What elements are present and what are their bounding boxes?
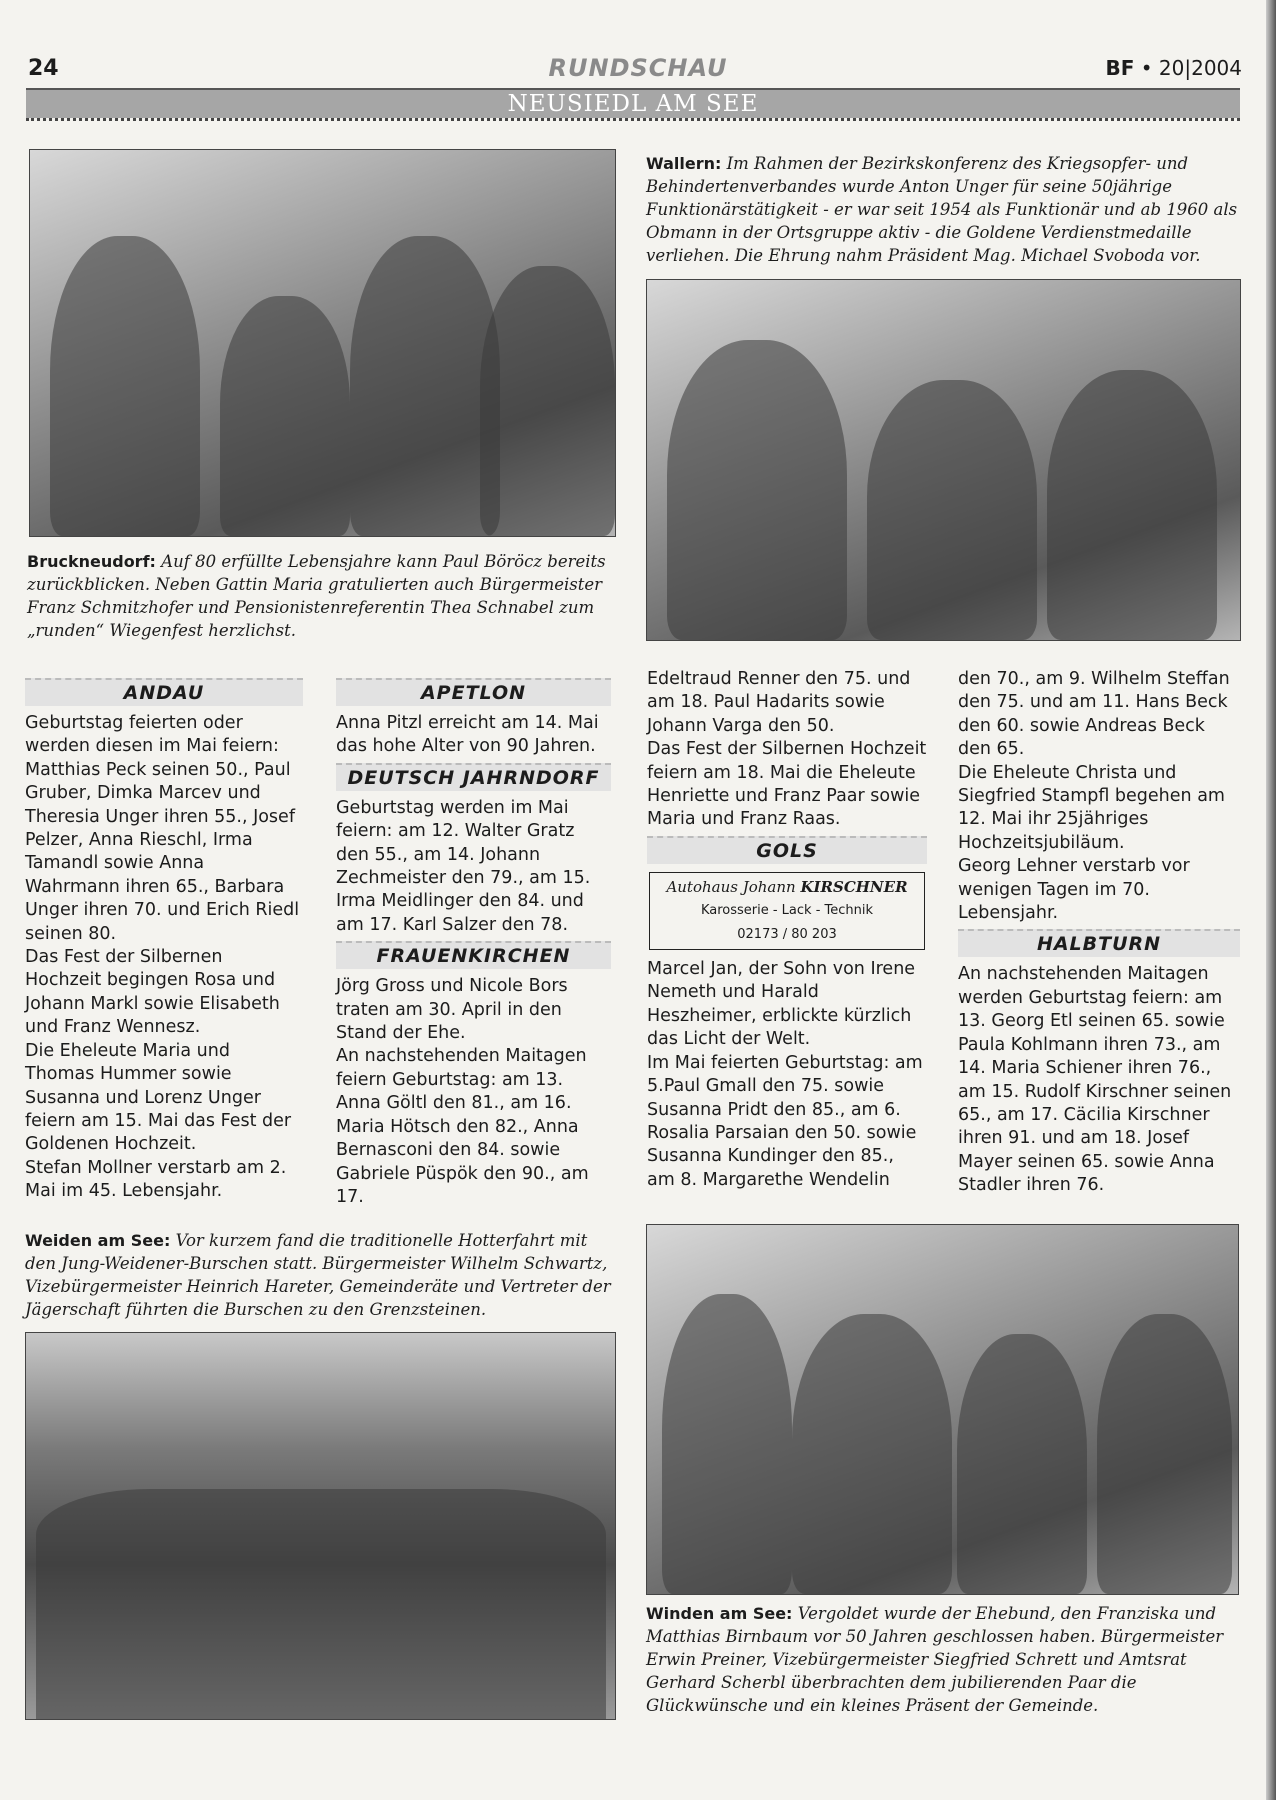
frauenkirchen-continued: den 70., am 9. Wilhelm Steffan den 75. und am 11. Hans Beck den 60. sowie Andreas Beck den 65. — [958, 669, 1230, 760]
frauenkirchen-continued: Die Eheleute Christa und Siegfried Stampfl begehen am 12. Mai ihr 25jähriges Hochzeitsjubiläum. — [958, 762, 1225, 853]
ad-phone: 02173 / 80 203 — [737, 926, 837, 942]
frauenkirchen-text: An nachstehenden Maitagen feiern Geburtstag: am 13. Anna Göltl den 81., am 16. Maria Hötsch den 82., Anna Bernasconi den 84. sowie Gabriele Püspök den 90., am 17. — [336, 1046, 589, 1207]
heading-deutsch-jahrndorf: DEUTSCH JAHRNDORF — [336, 763, 611, 791]
column-1 — [25, 674, 303, 1204]
halbturn-text: An nachstehenden Maitagen werden Geburtstag feiern: am 13. Georg Etl seinen 65. sowie Paula Kohlmann ihren 73., am 14. Maria Schiener ihren 76., am 15. Rudolf Kirschner seinen 65., am 17. Cäcilia Kirschner ihren 91. und am 18. Josef Mayer seinen 65. sowie Anna Stadler ihren 76. — [958, 964, 1232, 1196]
issue-label — [1105, 56, 1242, 80]
deutsch-jahrndorf-text: Geburtstag werden im Mai feiern: am 12. Walter Gratz den 55., am 14. Johann Zechmeister den 79., am 15. Irma Meidlinger den 84. und am 17. Karl Salzer den 78. — [336, 797, 591, 935]
masthead: RUNDSCHAU — [548, 54, 728, 82]
heading-gols: GOLS — [647, 836, 927, 864]
column-2 — [336, 674, 611, 1209]
apetlon-text: Anna Pitzl erreicht am 14. Mai das hohe Alter von 90 Jahren. — [336, 713, 599, 757]
frauenkirchen-continued: Georg Lehner verstarb vor wenigen Tagen im 70. Lebensjahr. — [958, 856, 1190, 924]
photo-weiden — [25, 1332, 616, 1720]
caption-wallern: Wallern: Im Rahmen der Bezirkskonferenz des Kriegsopfer- und Behindertenverbandes wurde Anton Unger für seine 50jährige Funktionärstätigkeit - er war seit 1954 als Funktionär und ab 1960 als Obmann in der Ortsgruppe aktiv - die Goldene Verdienstmedaille verliehen. Die Ehrung nahm Präsident Mag. Michael Svoboda vor. — [646, 154, 1238, 265]
ad-title: Autohaus Johann KIRSCHNER — [666, 877, 908, 896]
heading-andau: ANDAU — [25, 678, 303, 706]
caption-weiden: Weiden am See: Vor kurzem fand die traditionelle Hotterfahrt mit den Jung-Weidener-Burschen statt. Bürgermeister Wilhelm Schwartz, Vizebürgermeister Heinrich Hareter, Gemeinderäte und Vertreter der Jägerschaft führten die Burschen zu den Grenzsteinen. — [25, 1231, 611, 1319]
section-divider — [26, 118, 1240, 121]
issue-brand: BF — [1105, 56, 1135, 80]
gols-text: Im Mai feierten Geburtstag: am 5.Paul Gmall den 75. sowie Susanna Pridt den 85., am 6. Rosalia Parsaian den 50. sowie Susanna Kundinger den 85., am 8. Margarethe Wendelin — [647, 1052, 923, 1190]
ad-services: Karosserie - Lack - Technik — [700, 903, 874, 919]
andau-text: Die Eheleute Maria und Thomas Hummer sowie Susanna und Lorenz Unger feiern am 15. Mai das Fest der Goldenen Hochzeit. — [25, 1040, 292, 1155]
andau-text: Das Fest der Silbernen Hochzeit begingen Rosa und Johann Markl sowie Elisabeth und Franz Wennesz. — [25, 947, 280, 1038]
page-edge-shadow — [1266, 0, 1276, 1800]
issue-number: 20|2004 — [1158, 56, 1242, 80]
heading-frauenkirchen: FRAUENKIRCHEN — [336, 941, 611, 969]
issue-separator: • — [1140, 56, 1153, 80]
photo-wallern — [646, 279, 1241, 641]
gols-text: Marcel Jan, der Sohn von Irene Nemeth und Harald Heszheimer, erblickte kürzlich das Licht der Welt. — [647, 959, 916, 1050]
andau-text: Geburtstag feierten oder werden diesen im Mai feiern: Matthias Peck seinen 50., Paul Gruber, Dimka Marcev und Theresia Unger ihren 55., Josef Pelzer, Anna Rieschl, Irma Tamandl sowie Anna Wahrmann ihren 65., Barbara Unger ihren 70. und Erich Riedl seinen 80. — [25, 713, 300, 944]
caption-bruckneudorf: Bruckneudorf: Auf 80 erfüllte Lebensjahre kann Paul Böröcz bereits zurückblicken. Neben Gattin Maria gratulierten auch Bürgermeister Franz Schmitzhofer und Pensionistenreferentin Thea Schnabel zum „runden“ Wiegenfest herzlichst. — [27, 552, 606, 640]
photo-winden — [646, 1224, 1239, 1595]
page-number: 24 — [28, 56, 59, 81]
photo-bruckneudorf — [29, 149, 616, 537]
heading-apetlon: APETLON — [336, 678, 611, 706]
caption-winden: Winden am See: Vergoldet wurde der Ehebund, den Franziska und Matthias Birnbaum vor 50 Jahren geschlossen haben. Bürgermeister Erwin Preiner, Vizebürgermeister Siegfried Schrett und Amtsrat Gerhard Scherbl überbrachten dem jubilierenden Paar die Glückwünsche und ein kleines Präsent der Gemeinde. — [646, 1604, 1224, 1715]
column-4 — [958, 668, 1240, 1198]
andau-text: Stefan Mollner verstarb am 2. Mai im 45. Lebensjahr. — [25, 1157, 287, 1202]
column-3 — [647, 668, 927, 1192]
advertisement-kirschner — [649, 872, 925, 950]
frauenkirchen-continued: Edeltraud Renner den 75. und am 18. Paul Hadarits sowie Johann Varga den 50. — [647, 669, 911, 736]
heading-halbturn: HALBTURN — [958, 929, 1240, 957]
frauenkirchen-text: Jörg Gross und Nicole Bors traten am 30. April in den Stand der Ehe. — [336, 976, 568, 1044]
frauenkirchen-continued: Das Fest der Silbernen Hochzeit feiern am 18. Mai die Eheleute Henriette und Franz Paar sowie Maria und Franz Raas. — [647, 739, 927, 830]
section-banner: NEUSIEDL AM SEE — [26, 88, 1240, 118]
